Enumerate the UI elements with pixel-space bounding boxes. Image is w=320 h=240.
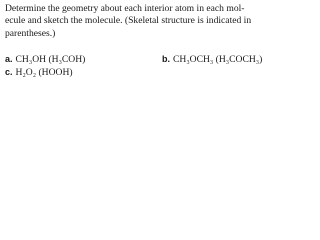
problem-item-b: [162, 53, 262, 66]
item-formula: H₂O₂ (HOOH): [15, 67, 73, 78]
instruction-line: parentheses.): [5, 27, 56, 39]
instruction-line: ecule and sketch the molecule. (Skeletal structure is indicated in: [5, 15, 252, 27]
item-letter: b.: [162, 54, 170, 64]
item-letter: a.: [5, 54, 13, 64]
problem-item-c: [5, 66, 73, 79]
item-formula: CH₃OCH₃ (H₃COCH₃): [173, 54, 263, 65]
item-letter: c.: [5, 67, 13, 77]
problem-instructions: [5, 3, 317, 40]
item-formula: CH₃OH (H₃COH): [15, 54, 86, 65]
instruction-line: Determine the geometry about each interior atom in each mol-: [5, 3, 245, 14]
problem-item-a: [5, 53, 85, 66]
problem-text: [0, 0, 319, 90]
